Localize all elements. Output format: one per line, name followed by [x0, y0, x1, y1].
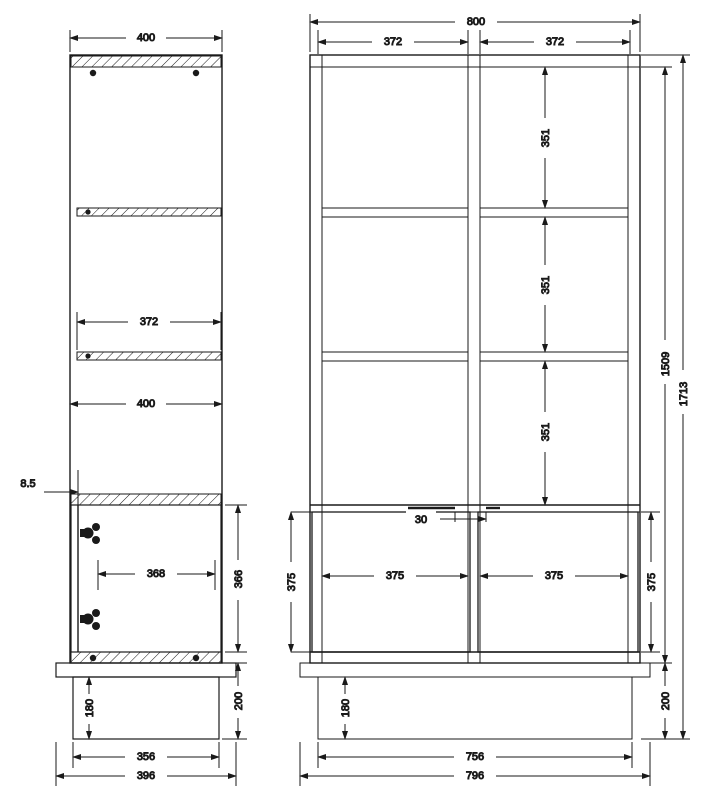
dim-front-plinth-height: 180: [340, 698, 352, 718]
dim-side-plinth-height: 180: [84, 698, 96, 718]
dim-front-total-width: 800: [466, 16, 486, 28]
dim-side-shelf-depth: 372: [139, 316, 159, 328]
dim-front-door-height-right: 375: [646, 572, 658, 592]
dim-side-offset: 8.5: [20, 478, 36, 490]
dim-front-gap-2: 351: [540, 275, 552, 295]
dim-front-base-outer-width: 796: [465, 770, 485, 782]
dim-front-door-height-left: 375: [286, 572, 298, 592]
dim-front-handle-gap: 30: [414, 514, 428, 526]
dim-front-door-width-right: 375: [544, 570, 564, 582]
hinge-lower-icon: [80, 609, 100, 630]
dim-front-left-bay: 372: [383, 36, 403, 48]
dim-side-top-width: 400: [136, 32, 156, 44]
dim-front-right-bay: 372: [545, 36, 565, 48]
front-view-geometry: [300, 55, 650, 739]
dim-front-total-height: 1713: [678, 381, 690, 407]
dim-side-door-height: 366: [233, 569, 245, 589]
hinge-upper-icon: [80, 523, 100, 544]
dim-front-base-height: 200: [660, 691, 672, 711]
dim-side-base-inner-width: 356: [136, 751, 156, 763]
dim-front-gap-1: 351: [540, 128, 552, 148]
dim-side-base-outer-width: 396: [136, 770, 156, 782]
dim-side-base-height: 200: [233, 691, 245, 711]
front-view-dimensions: [282, 13, 692, 786]
dim-front-upper-height: 1509: [660, 351, 672, 377]
dim-front-door-width-left: 375: [385, 570, 405, 582]
dim-front-gap-3: 351: [540, 422, 552, 442]
dim-side-door-inner: 368: [146, 568, 166, 580]
dim-front-base-inner-width: 756: [465, 751, 485, 763]
dim-side-inner-depth: 400: [136, 398, 156, 410]
side-view-dimensions: [20, 29, 247, 786]
